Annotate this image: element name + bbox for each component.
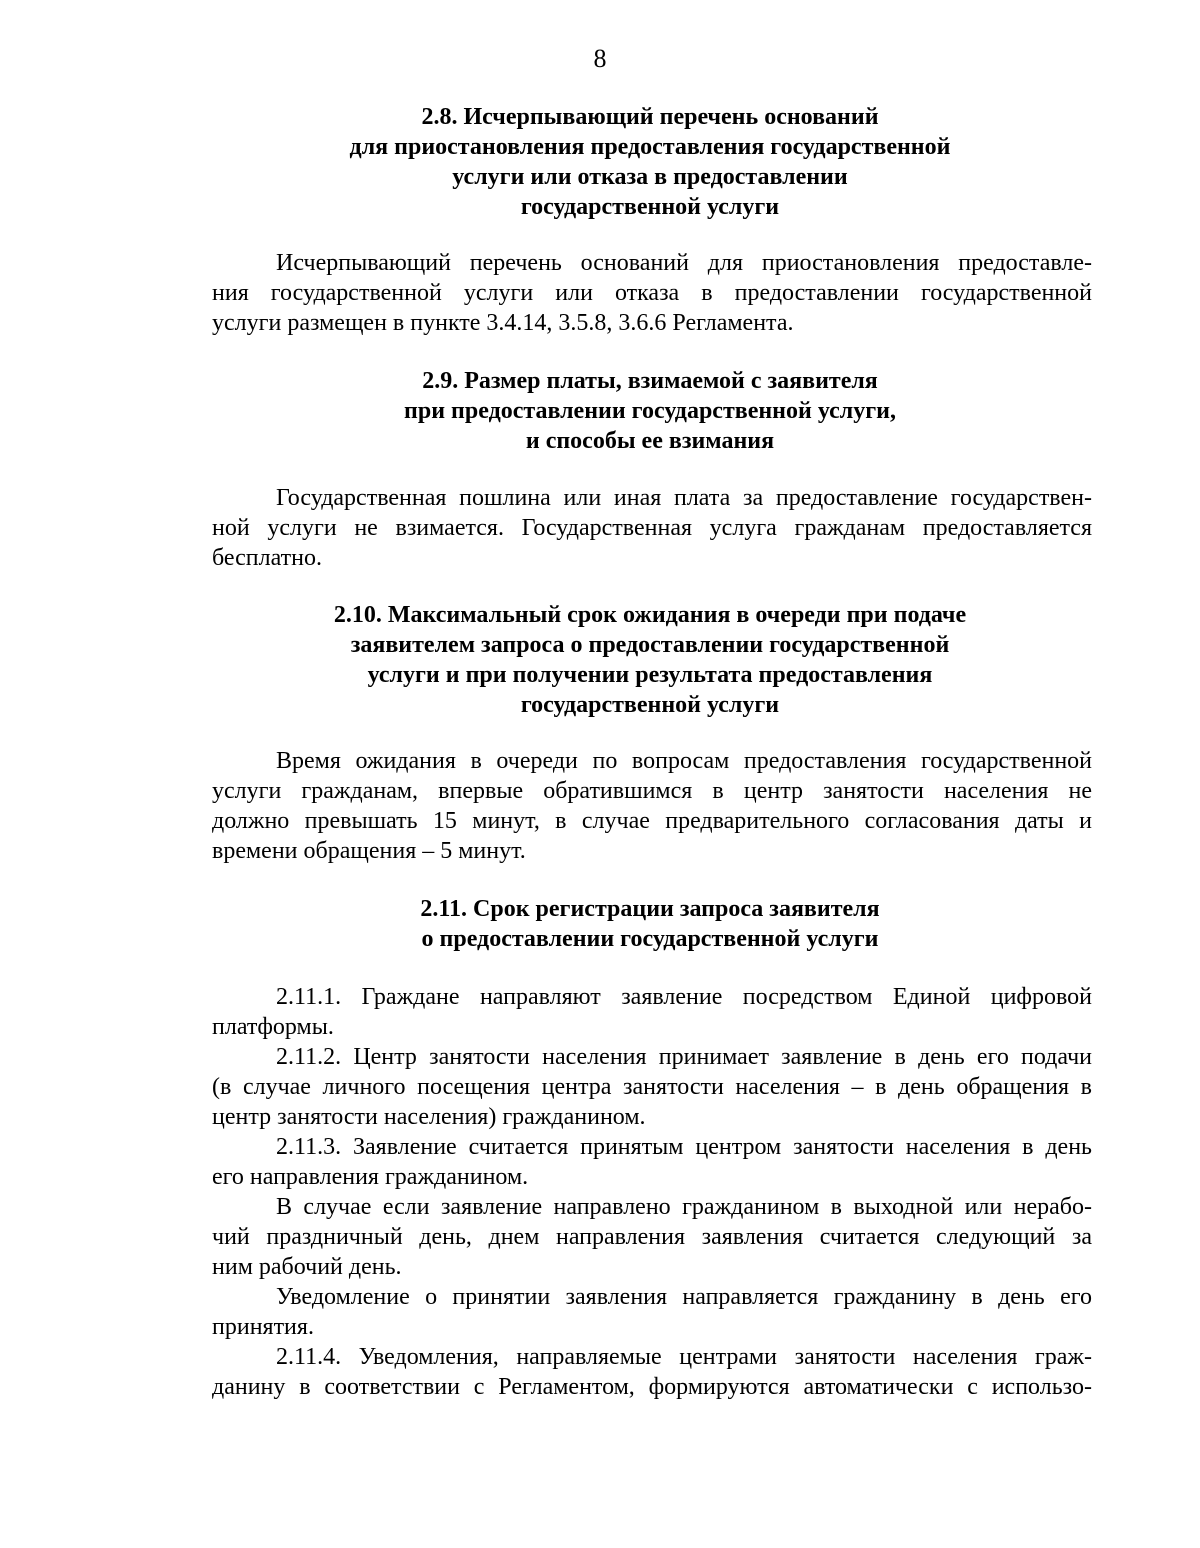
paragraph-line: (в случае личного посещения центра занятости населения – в день обращения в: [212, 1074, 1092, 1100]
paragraph-line: Уведомление о принятии заявления направляется гражданину в день его: [276, 1284, 1092, 1310]
paragraph-line: услуги гражданам, впервые обратившимся в центр занятости населения не: [212, 778, 1092, 804]
page-number: 8: [593, 44, 607, 73]
heading-line: государственной услуги: [520, 194, 780, 220]
paragraph-line: ной услуги не взимается. Государственная услуга гражданам предоставляется: [212, 515, 1092, 541]
paragraphs-2-11: [212, 982, 1092, 1402]
section-heading-2-9: [200, 366, 1100, 456]
paragraph-line: Государственная пошлина или иная плата за предоставление государствен-: [276, 485, 1092, 511]
paragraph-line: его направления гражданином.: [212, 1164, 529, 1190]
paragraph-line: В случае если заявление направлено гражданином в выходной или нерабо-: [276, 1194, 1092, 1220]
heading-line: 2.8. Исчерпывающий перечень оснований: [421, 104, 879, 130]
paragraph-line: услуги размещен в пункте 3.4.14, 3.5.8, 3.6.6 Регламента.: [212, 310, 794, 336]
paragraph-line: данину в соответствии с Регламентом, формируются автоматически с использо-: [212, 1374, 1092, 1400]
paragraph-line: принятия.: [212, 1314, 314, 1340]
paragraph-2-9: [212, 483, 1092, 573]
paragraph-line: бесплатно.: [212, 545, 322, 571]
heading-line: услуги и при получении результата предоставления: [367, 662, 933, 688]
paragraph-line: чий праздничный день, днем направления заявления считается следующий за: [212, 1224, 1092, 1250]
paragraph-line: ним рабочий день.: [212, 1254, 402, 1280]
paragraph-line: платформы.: [212, 1014, 334, 1040]
heading-line: при предоставлении государственной услуги,: [404, 398, 896, 424]
paragraph-2-8: [212, 248, 1092, 338]
paragraph-2-10: [212, 746, 1092, 866]
paragraph-line: центр занятости населения) гражданином.: [212, 1104, 646, 1130]
section-heading-2-10: [200, 600, 1100, 720]
heading-line: 2.11. Срок регистрации запроса заявителя: [420, 896, 880, 922]
heading-line: 2.10. Максимальный срок ожидания в очереди при подаче: [333, 602, 967, 628]
section-heading-2-11: [200, 894, 1100, 954]
paragraph-line: ния государственной услуги или отказа в предоставлении государственной: [212, 280, 1092, 306]
heading-line: и способы ее взимания: [525, 428, 775, 454]
paragraph-line: 2.11.2. Центр занятости населения принимает заявление в день его подачи: [276, 1044, 1092, 1070]
paragraph-line: Исчерпывающий перечень оснований для приостановления предоставле-: [276, 250, 1092, 276]
section-heading-2-8: [200, 102, 1100, 222]
heading-line: заявителем запроса о предоставлении государственной: [350, 632, 950, 658]
paragraph-line: 2.11.4. Уведомления, направляемые центрами занятости населения граж-: [276, 1344, 1092, 1370]
heading-line: для приостановления предоставления государственной: [349, 134, 951, 160]
paragraph-line: времени обращения – 5 минут.: [212, 838, 526, 864]
paragraph-line: Время ожидания в очереди по вопросам предоставления государственной: [276, 748, 1092, 774]
paragraph-line: 2.11.3. Заявление считается принятым центром занятости населения в день: [276, 1134, 1092, 1160]
paragraph-line: должно превышать 15 минут, в случае предварительного согласования даты и: [212, 808, 1092, 834]
heading-line: государственной услуги: [520, 692, 780, 718]
heading-line: 2.9. Размер платы, взимаемой с заявителя: [422, 368, 878, 394]
heading-line: услуги или отказа в предоставлении: [452, 164, 848, 190]
paragraph-line: 2.11.1. Граждане направляют заявление посредством Единой цифровой: [276, 984, 1092, 1010]
heading-line: о предоставлении государственной услуги: [421, 926, 879, 952]
